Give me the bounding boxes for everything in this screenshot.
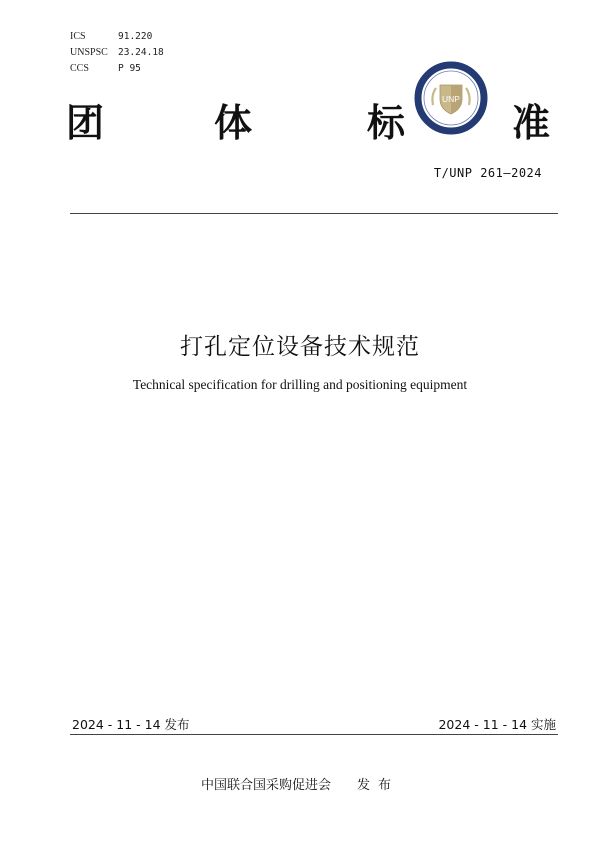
standard-type-char: 标	[367, 101, 406, 145]
standard-type-char: 团	[66, 101, 105, 145]
code-row-ccs	[70, 61, 164, 77]
unp-logo-icon	[414, 61, 488, 135]
standard-number: T/UNP 261—2024	[433, 166, 542, 180]
code-value: 23.24.18	[118, 47, 164, 58]
logo-text: UNP	[442, 94, 460, 104]
code-row-unspsc	[70, 45, 164, 61]
code-value: 91.220	[118, 31, 153, 42]
standard-type-char: 准	[512, 101, 551, 145]
code-row-ics	[70, 29, 164, 45]
code-label: ICS	[70, 31, 86, 42]
standard-type-char: 体	[214, 101, 253, 145]
publisher	[0, 774, 600, 793]
code-label: CCS	[70, 63, 89, 74]
divider-top	[70, 213, 558, 214]
document-title-en: Technical specification for drilling and positioning equipment	[132, 377, 468, 392]
divider-bottom	[70, 734, 558, 735]
classification-codes	[70, 29, 164, 77]
publisher-name: 中国联合国采购促进会	[200, 778, 331, 793]
code-value: P 95	[118, 63, 141, 74]
code-label: UNSPSC	[70, 47, 108, 58]
document-title-cn: 打孔定位设备技术规范	[180, 334, 420, 360]
issue-date: 2024 - 11 - 14 发布	[72, 717, 190, 732]
implementation-date: 2024 - 11 - 14 实施	[438, 717, 556, 732]
publisher-action: 发布	[357, 778, 400, 793]
